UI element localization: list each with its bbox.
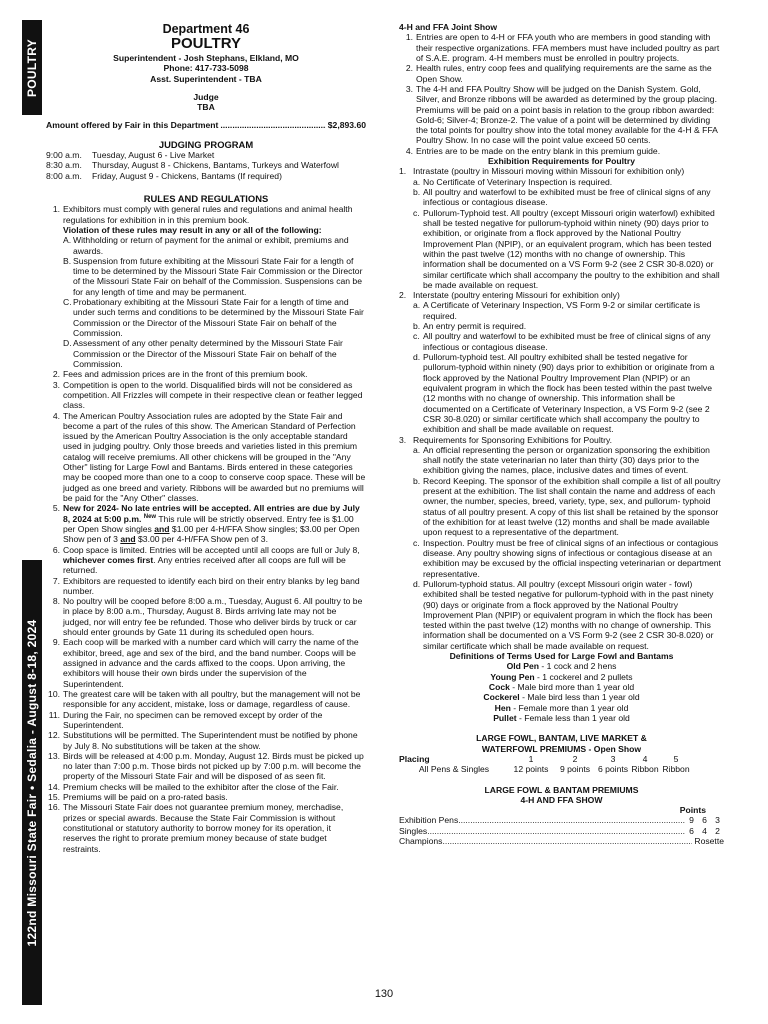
exhibition-requirements-heading: Exhibition Requirements for Poultry: [487, 156, 636, 167]
rule-item: 15. Premiums will be paid on a pro-rated basis.: [48, 792, 228, 803]
sidebar-tab-label: POULTRY: [25, 38, 39, 97]
open-premiums-heading: LARGE FOWL, BANTAM, LIVE MARKET &: [476, 733, 647, 744]
table-header-cell: 5: [673, 753, 679, 764]
sidebar-tab-poultry: [22, 20, 42, 115]
table-cell: 6 points: [597, 764, 629, 775]
definitions-list: [399, 661, 724, 723]
definition-item: Old Pen - 1 cock and 2 hens: [506, 661, 617, 672]
joint-item: 3. The 4-H and FFA Poultry Show will be judged on the Danish System. Gold, Silver, and Bronze ribbons will be awarded as determined by the group placing. Premiums will be paid on a point basis in relation to the group ribbon awarded: Gold-6; Silver-4; Bronze-2. The value of a point will be determined by dividing the total points for poultry show into the total money available for the 4-H & FFA Poultry Show. In no case will the point value exceed 50 cents.: [405, 83, 718, 146]
definition-item: Young Pen - 1 cockerel and 2 pullets: [490, 671, 633, 682]
program-item: 8:30 a.m. Thursday, August 8 - Chickens, Bantams, Turkeys and Waterfowl: [46, 160, 339, 171]
open-premiums-table: [399, 754, 724, 775]
amount-offered: [46, 120, 366, 130]
4h-premiums-table: [399, 805, 724, 846]
rule-item: 9. Each coop will be marked with a number card which will carry the name of the exhibitor, breed, age and sex of the bird, and the band number. Coops will be assigned in advance and the cards affixed to the coops. Upon arriving, the exhibitors will house their own birds under the supervision of the Superintendent.: [52, 637, 359, 689]
table-row: Exhibition Pens ..... 9 6 3: [399, 815, 724, 825]
4h-premiums-subheading: 4-H AND FFA SHOW: [520, 794, 603, 805]
exhibition-list: [399, 166, 724, 651]
asst-superintendent: Asst. Superintendent - TBA: [150, 73, 262, 84]
superintendent: Superintendent - Josh Stephans, Elkland, MO: [113, 52, 299, 63]
judging-program: [46, 150, 366, 181]
left-column: [46, 22, 366, 854]
definition-item: Hen - Female more than 1 year old: [494, 702, 629, 713]
rule-item: 3. Competition is open to the world. Disqualified birds will not be considered as competition. All Frizzles will compete in their respective clean or feather legged class.: [52, 379, 363, 411]
page-title: POULTRY: [171, 35, 241, 53]
table-header-cell: 2: [572, 753, 578, 764]
rule-item: 14. Premium checks will be mailed to the exhibitor after the close of the Fair.: [48, 781, 339, 792]
table-header-cell: 3: [610, 753, 616, 764]
exhibition-item: 3. Requirements for Sponsoring Exhibitions for Poultry. a. An official representing the person or organization sponsoring the exhibition shall notify the state veterinarian no later than thirty (30) days prior to the exhibition giving the names, place, inclusive dates and times of event. b. Record Keeping. The sponsor of the exhibition shall compile a list of all poultry present at the exhibition. The list shall contain the name and address of each owner, the number, species, breed, variety, type, sex, and pullorum- typhoid status of all poultry present. A copy of this list shall be retained by the sponsor of the exhibition for at least twelve (12) months and shall be made available upon request to a representative of the department. c. Inspection. Poultry must be free of clinical signs of an infectious or contagious disease. Any poultry showing signs of infectious or contagious disease at an exhibition may be excused by the official inspecting veterinarian or department representative. d. Pullorum-typhoid status. All poultry (except Missouri origin water - fowl) exhibited shall be tested negative for pullorum-typhoid with in the past ninety (90) days or originate from a flock approved by the National Poultry Improvement Plan (NPIP) or equivalent program in which the flock has been tested within the past twelve (12) months with no change of ownership. This information shall be documented on a VS Form 9-2 (see 2 CSR 30-8.020) or similar certificate which shall be made available on request.: [399, 434, 721, 651]
exhibition-item: 1. Intrastate (poultry in Missouri moving within Missouri for exhibition only) a. No Certificate of Veterinary Inspection is required. b. All poultry and waterfowl to be exhibited must be free of clinical signs of any infectious or contagious disease. c. Pullorum-Typhoid test. All poultry (except Missouri origin waterfowl) exhibited shall be tested negative for pullorum-typhoid within ninety (90) days prior to exhibition, or originate from a flock approved by the National Poultry Improvement Plan (NPIP), or an equivalent program, which has been tested within the past twelve (12) months with no change of ownership. This information shall be documented on a VS Form 9-2 (see 2 CSR 30-8.020) or similar certificate which shall accompany the poultry to the exhibition and shall be made available on request.: [399, 166, 720, 290]
program-item: 8:00 a.m. Friday, August 9 - Chickens, Bantams (If required): [46, 170, 282, 181]
amount-label: Amount offered by Fair in this Department: [46, 120, 219, 131]
sidebar-fair-banner: [22, 560, 42, 1005]
table-cell: 9 points: [559, 764, 591, 775]
table-header-cell: 4: [642, 753, 648, 764]
rule-item: 8. No poultry will be cooped before 8:00 a.m., Tuesday, August 6. All poultry to be in place by 8:00 a.m., Thursday, August 8. Birds arriving late may not be judged, nor will entry fee be refunded. Those who deliver birds by truck or car should enter grounds by Gate 11 during its scheduled open hours.: [52, 596, 363, 638]
joint-item: 4. Entries are to be made on the entry blank in this premium guide.: [405, 145, 661, 156]
table-cell: Ribbon: [631, 764, 659, 775]
table-row: Singles ..... 6 4 2: [399, 826, 724, 836]
judge-name: TBA: [197, 102, 215, 113]
rule-item: 6. Coop space is limited. Entries will be accepted until all coops are full or July 8, whichever comes first. Any entries received after all coops are full will be returned.: [52, 544, 360, 576]
joint-show-heading: 4-H and FFA Joint Show: [399, 22, 498, 32]
rules-list: [46, 204, 366, 854]
table-header-cell: Placing: [399, 753, 430, 764]
rule-item: 1. Exhibitors must comply with general rules and regulations and animal health regulations for exhibition in in this premium book. Violation of these rules may result in any or all of the following: A. Withholding or return of payment for the animal or exhibit, premiums and awards. B. Suspension from future exhibiting at the Missouri State Fair for a length of time to be determined by the Missouri State Fair Commission or the Director of the Missouri State Fair on behalf of the Commission. Suspensions can be for any length of time and may be permanent. C. Probationary exhibiting at the Missouri State Fair for a length of time and under such terms and conditions to be determined by the Missouri State Fair Commission or the Director of the Missouri State Fair on behalf of the Commission. D. Assessment of any other penalty determined by the Missouri State Fair Commission or the Director of the Missouri State Fair on behalf of the Commission.: [52, 204, 364, 369]
rule-item: 2. Fees and admission prices are in the front of this premium book.: [52, 369, 308, 380]
rule-item: 4. The American Poultry Association rules are adopted by the State Fair and become a part of the rules of this show. The American Standard of Perfection issued by the American Poultry Association is the only acceptable standard used in judging poultry. Only those breeds and varieties listed in this premium catalog will receive premiums. All other chickens will be grouped in the "Any Other" listing for Large Fowl and Bantams. Birds entered in these categories may be cooped more than one to a coop to conserve coop space. These will be judged as one breed and variety. Ribbons will be awarded but no premiums will be paid for the "Any Other" classes.: [52, 410, 366, 503]
table-row: Champions ..... Rosette: [399, 836, 724, 846]
department-number: Department 46: [162, 22, 250, 36]
table-cell: Ribbon: [662, 764, 690, 775]
phone: Phone: 417-733-5098: [163, 63, 249, 74]
rule-item: 16. The Missouri State Fair does not guarantee premium money, merchadise, prizes or special awards. Because the State Fair Commission is without constitutional or statutory authority to borrow money for its operation, it reserves the right to prorate premium money because of state budget restraints.: [48, 802, 344, 854]
rule-item: 5. New for 2024- No late entries will be accepted. All entries are due by July 8, 2024 at 5:00 p.m. $^{New}$ This rule will be strictly observed. Entry fee is $1.00 per Open Show singles and $1.00 per 4-H/FFA Show singles; $3.00 per Open Show pen of 3 and $3.00 per 4-H/FFA Show pen of 3.: [52, 503, 360, 545]
joint-item: 2. Health rules, entry coop fees and qualifying requirements are the same as the Open Show.: [405, 63, 712, 84]
table-header-cell: 1: [528, 753, 534, 764]
definition-item: Cock - Male bird more than 1 year old: [488, 682, 635, 692]
rule-item: 11. During the Fair, no specimen can be removed except by order of the Superintendent.: [48, 709, 323, 730]
definitions-heading: Definitions of Terms Used for Large Fowl and Bantams: [449, 651, 674, 662]
exhibition-item: 2. Interstate (poultry entering Missouri for exhibition only) a. A Certificate of Veterinary Inspection, VS Form 9-2 or similar certificate is required. b. An entry permit is required. c. All poultry and waterfowl to be exhibited must be free of clinical signs of any infectious or contagious disease. d. Pullorum-typhoid test. All poultry exhibited shall be tested negative for pullorum-typhoid within ninety (90) days prior to exhibition or originate from a flock approved by the National Poultry Improvement Plan (NPIP) or an equivalent program in which the flock has been tested within the past twelve (12 months with no change of ownership. This information shall be documented on a Certificate of Veterinary Inspection, a VS Form 9-2 (see 2 CSR 30-8.020) or similar certificate which shall accompany the poultry to exhibition and shall be made available on request.: [399, 290, 715, 435]
rule-item: 12. Substitutions will be permitted. The Superintendent must be notified by phone by July 8. No substitutions will be taken at the show.: [48, 730, 358, 751]
rule-item: 7. Exhibitors are requested to identify each bird on their entry blanks by leg band number.: [52, 575, 360, 596]
amount-value: $2,893.60: [327, 120, 366, 131]
right-column: [399, 22, 724, 846]
4h-premiums-heading: LARGE FOWL & BANTAM PREMIUMS: [484, 784, 639, 795]
definition-item: Pullet - Female less than 1 year old: [493, 712, 630, 723]
definition-item: Cockerel - Male bird less than 1 year old: [483, 692, 640, 703]
joint-show-list: [399, 32, 724, 156]
table-cell: All Pens & Singles: [418, 764, 490, 775]
page-number: 130: [374, 988, 394, 1000]
points-label: Points: [679, 805, 706, 816]
rule-item: 10. The greatest care will be taken with all poultry, but the management will not be responsible for any accident, mistake, loss or damage, regardless of cause.: [48, 688, 361, 710]
judging-program-heading: JUDGING PROGRAM: [158, 138, 254, 150]
rules-heading: RULES AND REGULATIONS: [143, 192, 269, 204]
rule-item: 13. Birds will be released at 4:00 p.m. Monday, August 12. Birds must be picked up no later than 7:00 p.m. Those birds not picked up by 7:00 p.m. will become the property of the Missouri State Fair and will be disposed of as seen fit.: [48, 750, 364, 782]
sidebar-fair-label: 122nd Missouri State Fair • Sedalia - August 8-18, 2024: [25, 618, 39, 947]
joint-item: 1. Entries are open to 4-H or FFA youth who are members in good standing with their respective organizations. FFA members must have included poultry as part of S.A.E. program. 4-H members must be enrolled in poultry projects.: [405, 32, 720, 63]
open-premiums-subheading: WATERFOWL PREMIUMS - Open Show: [481, 743, 642, 754]
judge-label: Judge: [193, 91, 219, 102]
table-cell: 12 points: [513, 764, 549, 775]
program-item: 9:00 a.m. Tuesday, August 6 - Live Market: [46, 150, 215, 161]
